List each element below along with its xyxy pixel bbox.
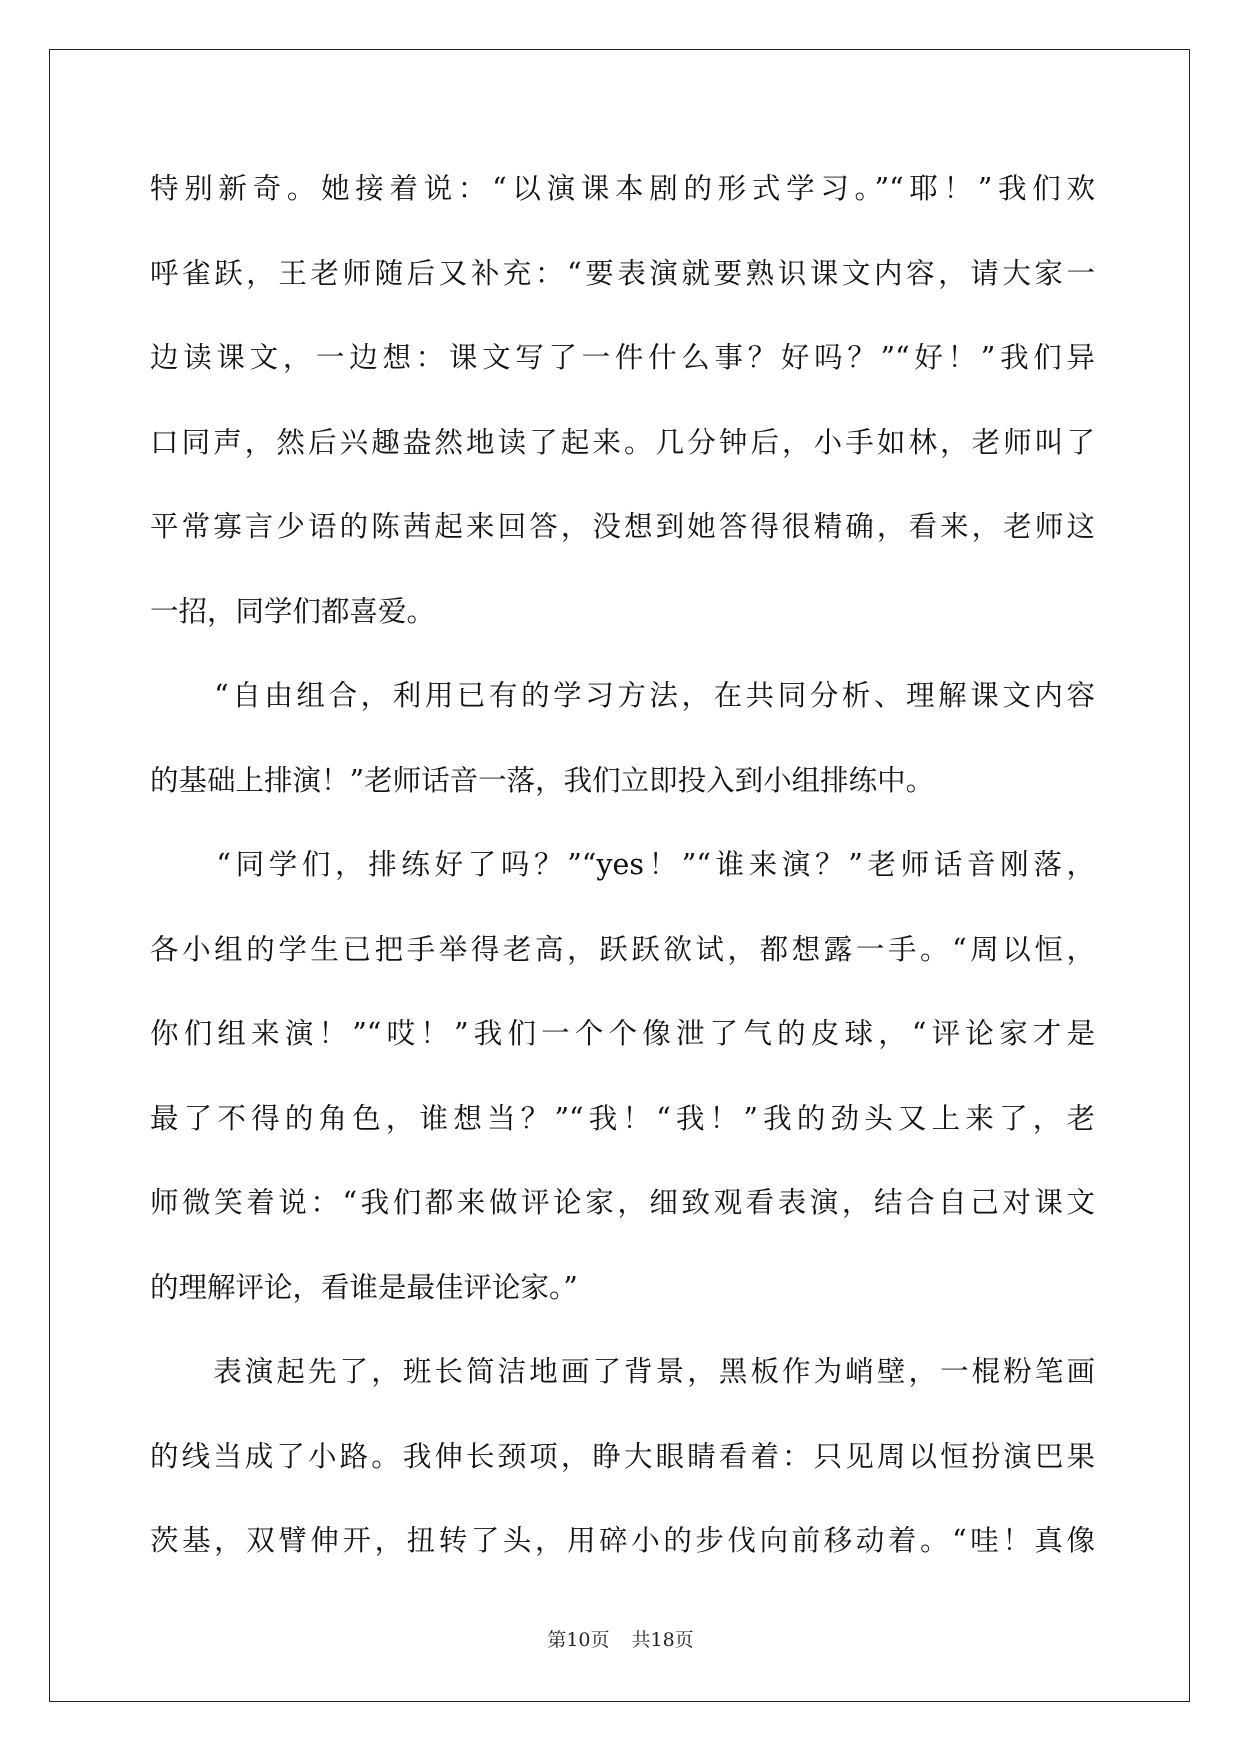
text-line: 表演起先了，班长简洁地画了背景，黑板作为峭壁，一棍粉笔画 — [150, 1355, 1095, 1388]
text-line: 各小组的学生已把手举得老高，跃跃欲试，都想露一手。“周以恒， — [150, 932, 1095, 966]
text-line: 最了不得的角色，谁想当？”“我！“我！”我的劲头又上来了，老 — [150, 1101, 1095, 1135]
page-footer — [0, 1628, 1241, 1652]
page-number: 第10页 — [547, 1629, 610, 1651]
text-line: 师微笑着说：“我们都来做评论家，细致观看表演，结合自己对课文 — [150, 1186, 1095, 1219]
text-line: “自由组合，利用已有的学习方法，在共同分析、理解课文内容 — [150, 679, 1095, 712]
text-line: 特别新奇。她接着说：“以演课本剧的形式学习。”“耶！”我们欢 — [150, 172, 1095, 205]
text-line: 口同声，然后兴趣盎然地读了起来。几分钟后，小手如林，老师叫了 — [150, 425, 1095, 459]
document-body — [150, 147, 1095, 1584]
text-line: 边读课文，一边想：课文写了一件什么事？好吗？”“好！”我们异 — [150, 341, 1095, 374]
text-line: 呼雀跃，王老师随后又补充：“要表演就要熟识课文内容，请大家一 — [150, 256, 1095, 290]
text-line: 的线当成了小路。我伸长颈项，睁大眼睛看着：只见周以恒扮演巴果 — [150, 1439, 1095, 1473]
text-line: 你们组来演！”“哎！”我们一个个像泄了气的皮球，“评论家才是 — [150, 1017, 1095, 1050]
text-line: 的理解评论，看谁是最佳评论家。” — [150, 1270, 578, 1304]
total-pages: 共18页 — [631, 1629, 694, 1651]
text-line: 平常寡言少语的陈茜起来回答，没想到她答得很精确，看来，老师这 — [150, 510, 1095, 543]
text-line: 的基础上排演！”老师话音一落，我们立即投入到小组排练中。 — [150, 763, 935, 797]
text-line: 茨基，双臂伸开，扭转了头，用碎小的步伐向前移动着。“哇！真像 — [150, 1524, 1095, 1557]
text-line: 一招，同学们都喜爱。 — [150, 594, 436, 628]
text-line: “同学们，排练好了吗？”“yes！”“谁来演？”老师话音刚落， — [150, 848, 1095, 881]
